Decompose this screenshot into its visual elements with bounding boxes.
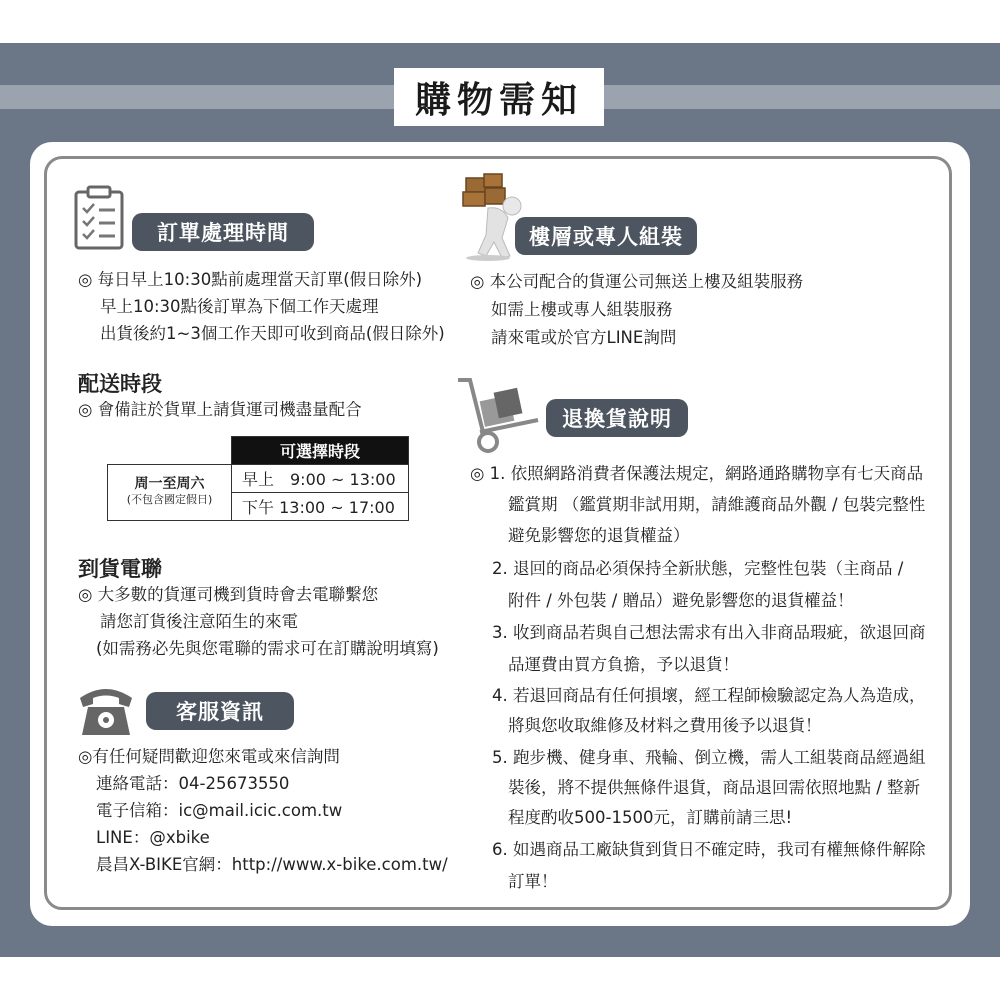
- assembly-line-1: ◎ 本公司配合的貨運公司無送上樓及組裝服務: [470, 272, 804, 291]
- slot-days: 周一至周六: [134, 476, 205, 492]
- delivery-line: ◎ 會備註於貨單上請貨運司機盡量配合: [78, 400, 362, 419]
- returns-line-11: 裝後，將不提供無條件退貨，商品退回需依照地點 / 整新: [508, 778, 921, 797]
- order-line-3: 出貨後約1~3個工作天即可收到商品(假日除外): [100, 324, 445, 343]
- returns-line-4: 2. 退回的商品必須保持全新狀態，完整性包裝（主商品 /: [492, 559, 904, 578]
- order-processing-pill: 訂單處理時間: [132, 213, 314, 251]
- returns-line-3: 避免影響您的退貨權益）: [508, 526, 690, 545]
- telephone-icon: [76, 680, 136, 738]
- title-box: [394, 68, 604, 126]
- delivery-slot-table: [107, 436, 409, 521]
- slot-days-cell: [108, 464, 232, 520]
- service-website: 晨昌X-BIKE官網：http://www.x-bike.com.tw/: [96, 855, 448, 874]
- order-line-2: 早上10:30點後訂單為下個工作天處理: [100, 297, 379, 316]
- returns-line-9: 將與您收取維修及材料之費用後予以退貨！: [508, 716, 822, 735]
- arrival-call-heading: 到貨電聯: [78, 557, 162, 581]
- assembly-pill: 樓層或專人組裝: [515, 217, 697, 255]
- slot-morning: 早上 9:00 ~ 13:00: [232, 464, 409, 492]
- returns-line-1: ◎ 1. 依照網路消費者保護法規定，網路通路購物享有七天商品: [470, 464, 924, 483]
- page-title: 購物需知: [414, 79, 583, 121]
- returns-line-12: 程度酌收500-1500元，訂購前請三思!: [508, 808, 793, 827]
- service-line: LINE：@xbike: [96, 828, 210, 847]
- returns-line-14: 訂單！: [508, 872, 558, 891]
- order-line-1: ◎ 每日早上10:30點前處理當天訂單(假日除外): [78, 270, 423, 289]
- slot-table-header: 可選擇時段: [232, 437, 409, 465]
- slot-days-note: (不包含國定假日): [126, 493, 213, 506]
- returns-line-10: 5. 跑步機、健身車、飛輪、倒立機，需人工組裝商品經過組: [492, 748, 926, 767]
- returns-line-7: 品運費由買方負擔，予以退貨！: [508, 655, 739, 674]
- delivery-heading: 配送時段: [78, 372, 162, 396]
- returns-line-8: 4. 若退回商品有任何損壞，經工程師檢驗認定為人為造成，: [492, 686, 926, 705]
- returns-line-2: 鑑賞期 （鑑賞期非試用期，請維護商品外觀 / 包裝完整性: [508, 495, 926, 514]
- returns-line-13: 6. 如遇商品工廠缺貨到貨日不確定時，我司有權無條件解除: [492, 840, 926, 859]
- assembly-line-3: 請來電或於官方LINE詢問: [491, 328, 677, 347]
- customer-service-pill: 客服資訊: [146, 692, 294, 730]
- returns-line-6: 3. 收到商品若與自己想法需求有出入非商品瑕疵，欲退回商: [492, 623, 926, 642]
- slot-afternoon: 下午 13:00 ~ 17:00: [232, 492, 409, 520]
- arrival-line-3: (如需務必先與您電聯的需求可在訂購說明填寫): [96, 639, 439, 658]
- service-phone: 連絡電話：04-25673550: [96, 774, 290, 793]
- clipboard-icon: [72, 184, 128, 252]
- returns-pill: 退換貨說明: [546, 399, 688, 437]
- hand-truck-icon: [456, 376, 540, 456]
- arrival-line-1: ◎ 大多數的貨運司機到貨時會去電聯繫您: [78, 585, 379, 604]
- assembly-line-2: 如需上樓或專人組裝服務: [491, 300, 673, 319]
- returns-line-5: 附件 / 外包裝 / 贈品）避免影響您的退貨權益！: [508, 591, 854, 610]
- service-email: 電子信箱：ic@mail.icic.com.tw: [96, 801, 343, 820]
- arrival-line-2: 請您訂貨後注意陌生的來電: [100, 612, 298, 631]
- service-line-1: ◎有任何疑問歡迎您來電或來信詢問: [78, 747, 340, 766]
